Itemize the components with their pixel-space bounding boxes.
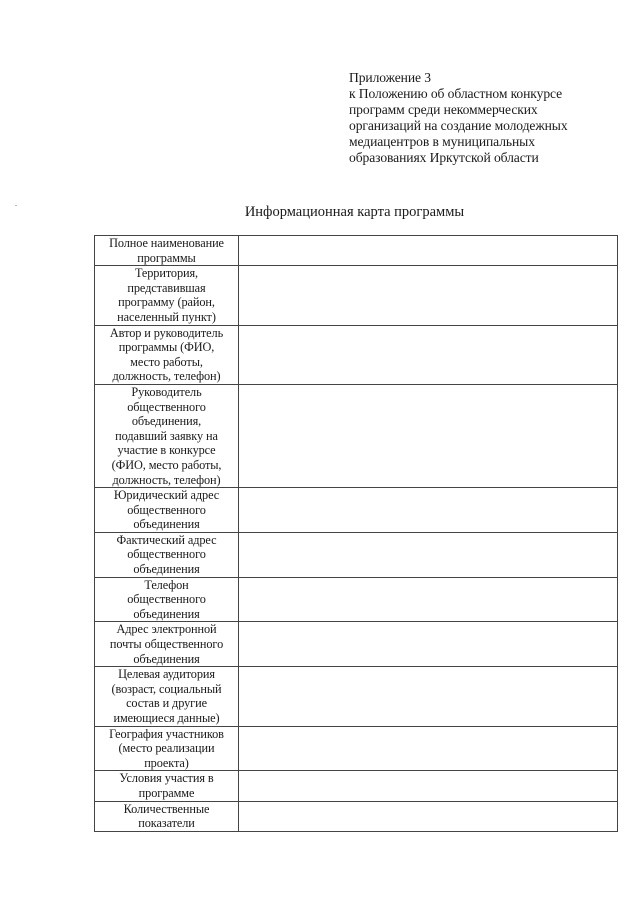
row-label-line: состав и другие xyxy=(126,696,207,711)
row-label-cell xyxy=(95,577,239,622)
row-label-cell xyxy=(95,266,239,325)
row-label-line: объединения xyxy=(133,606,200,621)
row-label-line: общественного xyxy=(127,502,206,517)
row-label-line: Адрес электронной xyxy=(116,622,217,637)
row-label-line: подавший заявку на xyxy=(115,428,218,443)
annex-line: организаций на создание молодежных xyxy=(349,117,568,133)
row-label-line: объединения xyxy=(133,651,200,666)
row-label-line: должность, телефон) xyxy=(112,369,221,384)
row-label-line: объединения xyxy=(133,562,200,577)
row-value-cell[interactable] xyxy=(239,325,618,384)
row-label-cell xyxy=(95,236,239,266)
row-label-line: География участников xyxy=(109,726,224,741)
row-label-line: (место реализации xyxy=(118,741,215,756)
table-row xyxy=(95,325,618,384)
row-value-cell[interactable] xyxy=(239,266,618,325)
row-label-line: Автор и руководитель xyxy=(109,325,224,340)
table-row xyxy=(95,488,618,533)
row-label-cell xyxy=(95,726,239,771)
row-label-line: имеющиеся данные) xyxy=(113,711,220,725)
table-row xyxy=(95,622,618,667)
row-label-line: должность, телефон) xyxy=(112,472,221,487)
row-label-line: населенный пункт) xyxy=(117,309,216,324)
row-label-line: Целевая аудитория xyxy=(118,667,215,682)
row-label-line: общественного xyxy=(127,399,206,414)
row-value-cell[interactable] xyxy=(239,726,618,771)
annex-header xyxy=(349,70,629,165)
row-label-line: Фактический адрес xyxy=(116,532,217,547)
annex-line: образованиях Иркутской области xyxy=(349,149,539,165)
row-label-line: объединения, xyxy=(131,414,202,429)
table-row xyxy=(95,771,618,801)
table-row xyxy=(95,577,618,622)
annex-line: к Положению об областном конкурсе xyxy=(349,85,563,101)
row-label-line: представившая xyxy=(127,280,206,295)
row-label-cell xyxy=(95,771,239,801)
row-label-line: Юридический адрес xyxy=(113,488,220,503)
row-label-cell xyxy=(95,532,239,577)
row-value-cell[interactable] xyxy=(239,532,618,577)
row-label-line: программе xyxy=(138,785,195,800)
program-info-table xyxy=(94,235,618,832)
row-label-line: Количественные xyxy=(123,801,210,816)
annex-line: Приложение 3 xyxy=(349,70,431,85)
row-label-line: общественного xyxy=(127,547,206,562)
row-value-cell[interactable] xyxy=(239,622,618,667)
row-label-line: программу (район, xyxy=(118,295,215,310)
table-row xyxy=(95,667,618,726)
row-label-cell xyxy=(95,622,239,667)
table-row xyxy=(95,532,618,577)
row-value-cell[interactable] xyxy=(239,667,618,726)
annex-line: программ среди некоммерческих xyxy=(349,101,538,117)
row-label-cell xyxy=(95,488,239,533)
row-label-line: почты общественного xyxy=(109,637,224,652)
row-label-line: Телефон xyxy=(144,577,189,592)
row-value-cell[interactable] xyxy=(239,236,618,266)
row-value-cell[interactable] xyxy=(239,771,618,801)
row-label-line: Полное наименование xyxy=(109,236,224,250)
table-row xyxy=(95,726,618,771)
table-row xyxy=(95,266,618,325)
annex-line: медиацентров в муниципальных xyxy=(349,133,535,149)
row-value-cell[interactable] xyxy=(239,384,618,487)
document-title: Информационная карта программы xyxy=(244,204,465,220)
row-label-line: общественного xyxy=(127,592,206,607)
table-row xyxy=(95,236,618,266)
row-label-line: Руководитель xyxy=(131,384,202,399)
row-label-cell xyxy=(95,384,239,487)
table-row xyxy=(95,384,618,487)
row-label-line: показатели xyxy=(138,816,195,831)
row-label-cell xyxy=(95,801,239,831)
row-label-line: Условия участия в xyxy=(119,771,214,786)
row-label-line: (ФИО, место работы, xyxy=(111,457,222,472)
row-label-line: программы xyxy=(137,250,196,265)
row-value-cell[interactable] xyxy=(239,801,618,831)
row-label-line: место работы, xyxy=(130,354,203,369)
table-row xyxy=(95,801,618,831)
row-label-line: (возраст, социальный xyxy=(111,681,222,696)
row-label-line: участие в конкурсе xyxy=(117,443,216,458)
row-label-line: проекта) xyxy=(144,755,189,770)
row-label-line: программы (ФИО, xyxy=(118,340,215,355)
row-label-cell xyxy=(95,667,239,726)
row-label-line: объединения xyxy=(133,517,200,532)
row-value-cell[interactable] xyxy=(239,488,618,533)
row-label-cell xyxy=(95,325,239,384)
row-label-line: Территория, xyxy=(134,266,199,281)
row-value-cell[interactable] xyxy=(239,577,618,622)
